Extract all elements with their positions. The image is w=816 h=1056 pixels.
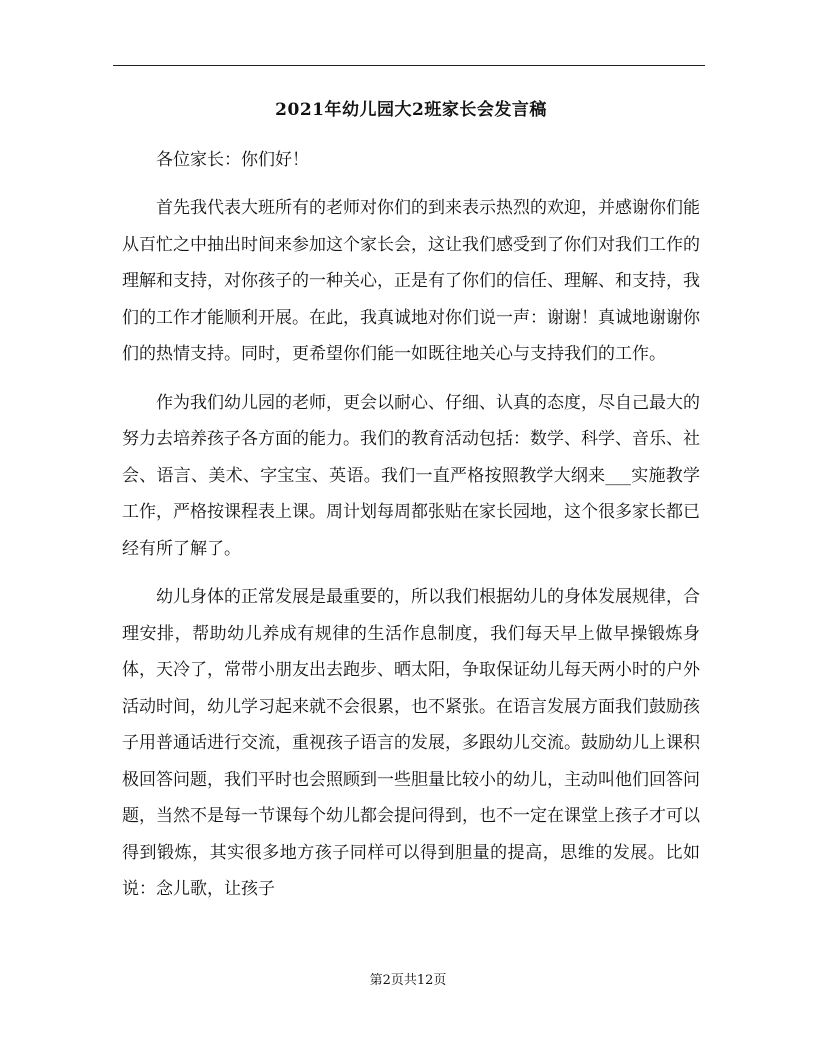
paragraph-welcome: 首先我代表大班所有的老师对你们的到来表示热烈的欢迎，并感谢你们能从百忙之中抽出时间来参加这个家长会，这让我们感受到了你们对我们工作的理解和支持，对你孩子的一种关心，正是有了你们的信任、理解、和支持，我们的工作才能顺利开展。在此，我真诚地对你们说一声：谢谢！真诚地谢谢你们的热情支持。同时，更希望你们能一如既往地关心与支持我们的工作。 <box>122 198 700 364</box>
paragraph-development: 幼儿身体的正常发展是最重要的，所以我们根据幼儿的身体发展规律，合理安排，帮助幼儿养成有规律的生活作息制度，我们每天早上做早操锻炼身体，天冷了，常带小朋友出去跑步、晒太阳，争取保证幼儿每天两小时的户外活动时间，幼儿学习起来就不会很累，也不紧张。在语言发展方面我们鼓励孩子用普通话进行交流，重视孩子语言的发展，多跟幼儿交流。鼓励幼儿上课积极回答问题，我们平时也会照顾到一些胆量比较小的幼儿，主动叫他们回答问题，当然不是每一节课每个幼儿都会提问得到，也不一定在课堂上孩子才可以得到锻炼，其实很多地方孩子同样可以得到胆量的提高，思维的发展。比如说：念儿歌，让孩子 <box>122 587 700 899</box>
header-rule <box>113 65 705 66</box>
page-footer: 第2页共12页 <box>369 973 447 988</box>
greeting-line: 各位家长：你们好！ <box>156 150 309 170</box>
document-body <box>122 92 700 920</box>
paragraph-teaching: 作为我们幼儿园的老师，更会以耐心、仔细、认真的态度，尽自己最大的努力去培养孩子各方面的能力。我们的教育活动包括：数学、科学、音乐、社会、语言、美术、字宝宝、英语。我们一直严格按照教学大纲来___实施教学工作，严格按课程表上课。周计划每周都张贴在家长园地，这个很多家长都已经有所了解了。 <box>122 392 700 559</box>
document-title: 2021年幼儿园大2班家长会发言稿 <box>275 100 547 120</box>
